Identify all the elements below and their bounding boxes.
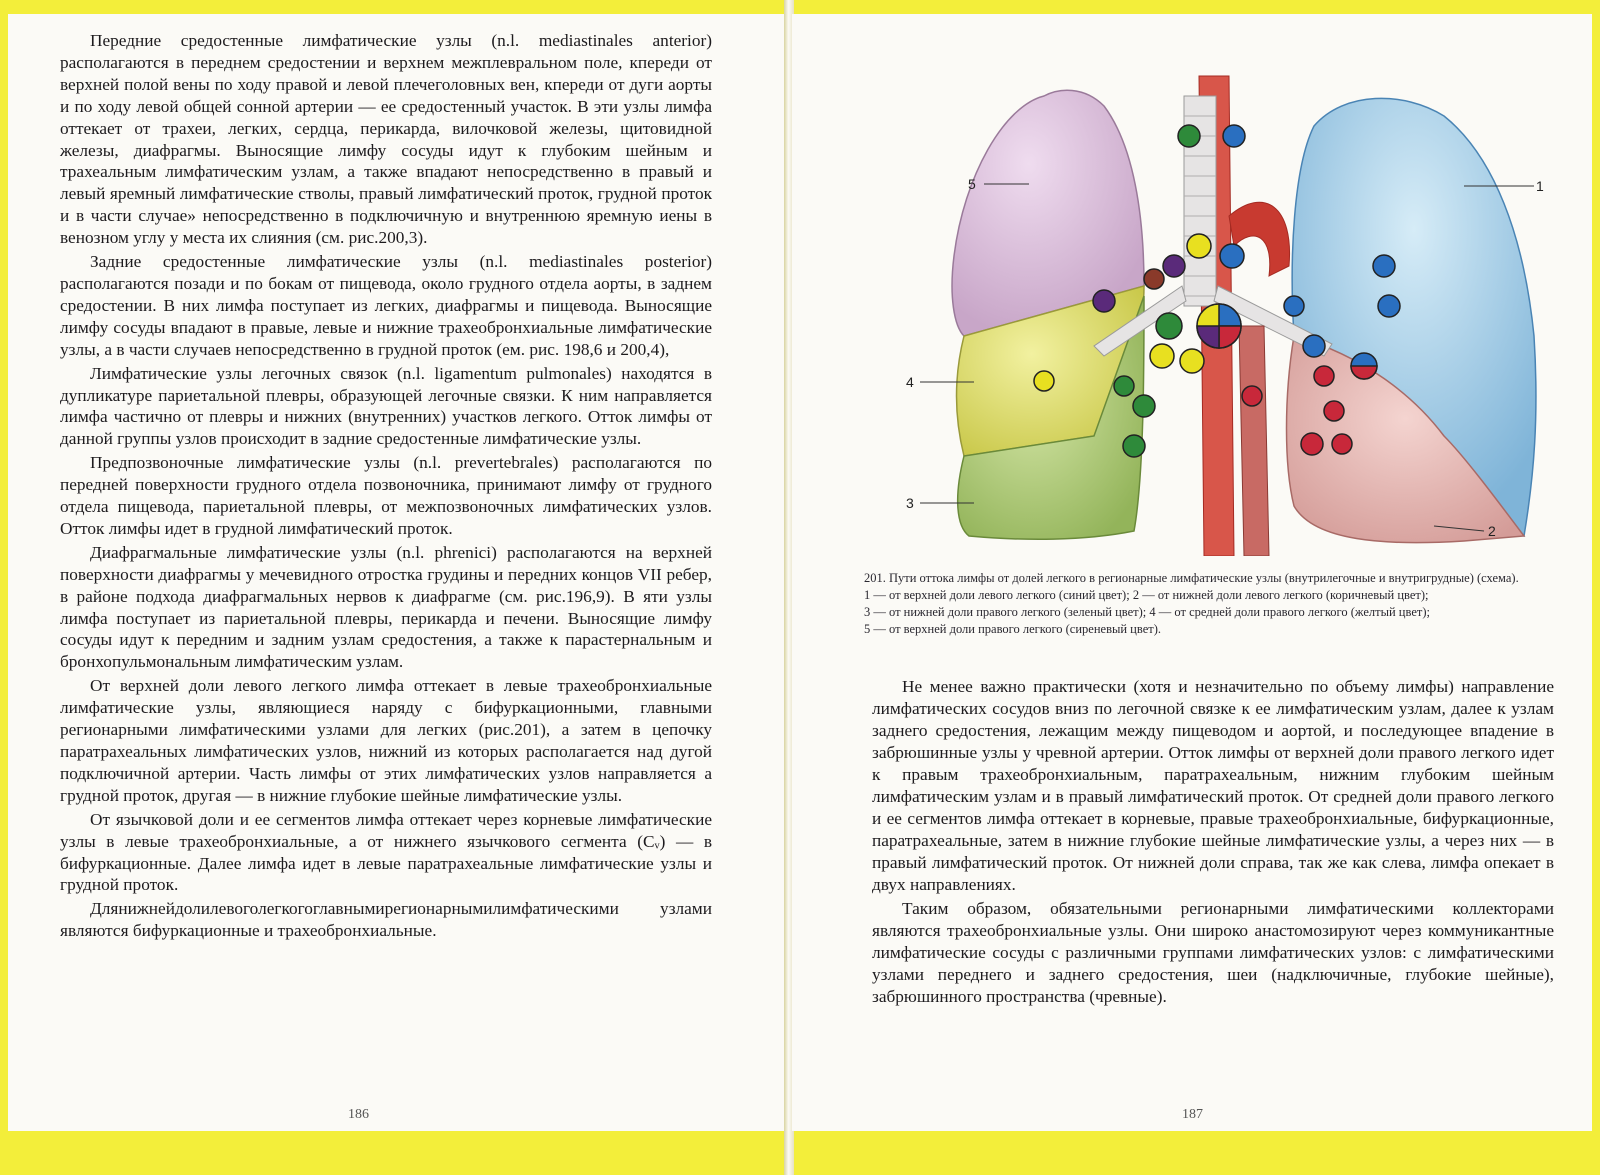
left-text-column: [60, 30, 712, 944]
paragraph-prevertebral: Предпозвоночные лимфатические узлы (n.l. prevertebrales) располагаются по передней поверхности грудного отдела позвоночника, принимают лимфу от грудного отдела пищевода, париетальной плевры, от межпозвоночных лимфатических узлов. Отток лимфы идет в грудной лимфатический проток.: [60, 453, 712, 538]
paragraph-lingula: От язычковой доли и ее сегментов лимфа оттекает через корневые лимфатические узлы в левые трахеобронхиальные, а от нижнего язычкового сегмента (Cᵥ) — в бифуркационные. Далее лимфа идет в левые паратрахеальные лимфатические узлы и грудной проток.: [60, 809, 712, 895]
paragraph-posterior-mediastinal: Задние средостенные лимфатические узлы (n.l. mediastinales posterior) располагаются позади и по бокам от пищевода, около грудного отдела аорты, в заднем средостении. В них лимфа поступает из легких, диафрагмы и пищевода. Выносящие лимфу сосуды впадают в правые, левые и нижние трахеобронхиальные лимфатические узлы, а в части случаев непосредственно в грудной проток (ем. рис. 198,6 и 200,4),: [60, 252, 712, 359]
paragraph-conclusion: Таким образом, обязательными регионарными лимфатическими коллекторами являются трахеобронхиальные узлы. Они широко анастомозируют через коммуникантные лимфатические сосуды с различными группами лимфатических узлов: с лимфатическими узлами переднего и заднего средостения, шеи (надключичные, глубокие шейные), забрюшинного пространства (чревные).: [872, 899, 1554, 1006]
caption-legend-1: 1 — от верхней доли левого легкого (синий цвет); 2 — от нижней доли левого легкого (коричневый цвет);: [864, 588, 1429, 602]
lung-illustration: [844, 36, 1544, 556]
paragraph-anterior-mediastinal: Передние средостенные лимфатические узлы (n.l. mediastinales anterior) располагаются в переднем средостении и верхнем межплевральном поле, кпереди от верхней полой вены по ходу правой и левой плечеголовных вен, кпереди от дуги аорты и по ходу левой общей сонной артерии — ее средостенный участок. В эти узлы лимфа оттекает от трахеи, легких, сердца, перикарда, вилочковой железы, щитовидной железы, диафрагмы. Выносящие лимфу сосуды идут к глубоким шейным и трахеальным лимфатическим узлам, а также впадают непосредственно в правый и левый яремный лимфатические стволы, правый лимфатический проток, грудной проток и в части случае» непосредственно в подключичную и внутреннюю яремную иены в венозном углу у места их слияния (см. рис.200,3).: [60, 31, 712, 248]
figure-caption: [864, 570, 1564, 638]
right-text-column: [872, 676, 1554, 1010]
caption-legend-2: 3 — от нижней доли правого легкого (зеленый цвет); 4 — от средней доли правого легкого (желтый цвет);: [864, 605, 1430, 619]
paragraph-left-upper-lobe: От верхней доли левого легкого лимфа оттекает в левые трахеобронхиальные лимфатические узлы, являющиеся наряду с бифуркационными, главными регионарными лимфатическими узлами для легких (рис.201), а затем в цепочку паратрахеальных лимфатических узлов, нижний из которых располагается над дугой подключичной артерии. Часть лимфы от этих лимфатических узлов направляется а грудной проток, другая — в нижние глубокие шейные лимфатические узлы.: [60, 676, 712, 805]
figure-label-1: 1: [1536, 178, 1544, 194]
paragraph-pulmonary-ligament-drainage: Не менее важно практически (хотя и незначительно по объему лимфы) направление лимфатических сосудов вниз по легочной связке к ее лимфатическим узлам, далее к узлам заднего средостения, лежащим между пищеводом и аортой, и последующее впадение в забрюшинные узлы у чревной артерии. Отток лимфы от верхней доли правого легкого идет к правым трахеобронхиальным, паратрахеальным, нижним глубоким шейным лимфатическим узлам и в правый лимфатический проток. От средней доли правого легкого и ее сегментов лимфа оттекает в корневые, правые трахеобронхиальные, бифуркационные, паратрахеальные, затем в нижние глубокие шейные лимфатические узлы, а через них — в правый лимфатический проток. От нижней доли справа, так же как слева, лимфа опекает в двух направлениях.: [872, 677, 1554, 894]
page-number-left: 186: [348, 1107, 369, 1122]
figure-label-2: 2: [1488, 523, 1496, 539]
figure-label-5: 5: [968, 176, 976, 192]
figure-label-3: 3: [906, 495, 914, 511]
paragraph-diaphragmatic: Диафрагмальные лимфатические узлы (n.l. phrenici) располагаются на верхней поверхности диафрагмы у мечевидного отростка грудины и передних концов VII ребер, в районе подхода диафрагмальных нервов к диафрагме (см. рис.196,9). В яти узлы лимфа поступает из париетальной плевры, перикарда и печени. Выносящие лимфу сосуды идут к передним и задним узлам средостения, а также к парастернальным и бронхопульмональным лимфатическим узлам.: [60, 542, 712, 672]
paragraph-pulmonary-ligament: Лимфатические узлы легочных связок (n.l. ligamentum pulmonales) находятся в дупликатуре париетальной плевры, образующей легочные связки. К ним направляется лимфа частично от плевры и нижних (внутренних) участков легкого. Отток лимфы от данной группы узлов происходит в задние средостенные лимфатические узлы.: [60, 363, 712, 449]
right-page: [792, 14, 1592, 1131]
page-number-right: 187: [1182, 1107, 1203, 1122]
left-page: [8, 14, 786, 1131]
caption-legend-3: 5 — от верхней доли правого легкого (сиреневый цвет).: [864, 622, 1162, 636]
figure-label-4: 4: [906, 374, 914, 390]
lung-lymph-diagram: [844, 36, 1544, 556]
caption-title: 201. Пути оттока лимфы от долей легкого в регионарные лимфатические узлы (внутрилегочные и внутригрудные) (схема).: [864, 571, 1519, 585]
paragraph-left-lower-lobe: Длянижнейдолилевоголегкогоглавнымирегионарнымилимфатическими узлами являются бифуркационные и трахеобронхиальные.: [60, 899, 712, 941]
esophagus: [1239, 326, 1269, 556]
